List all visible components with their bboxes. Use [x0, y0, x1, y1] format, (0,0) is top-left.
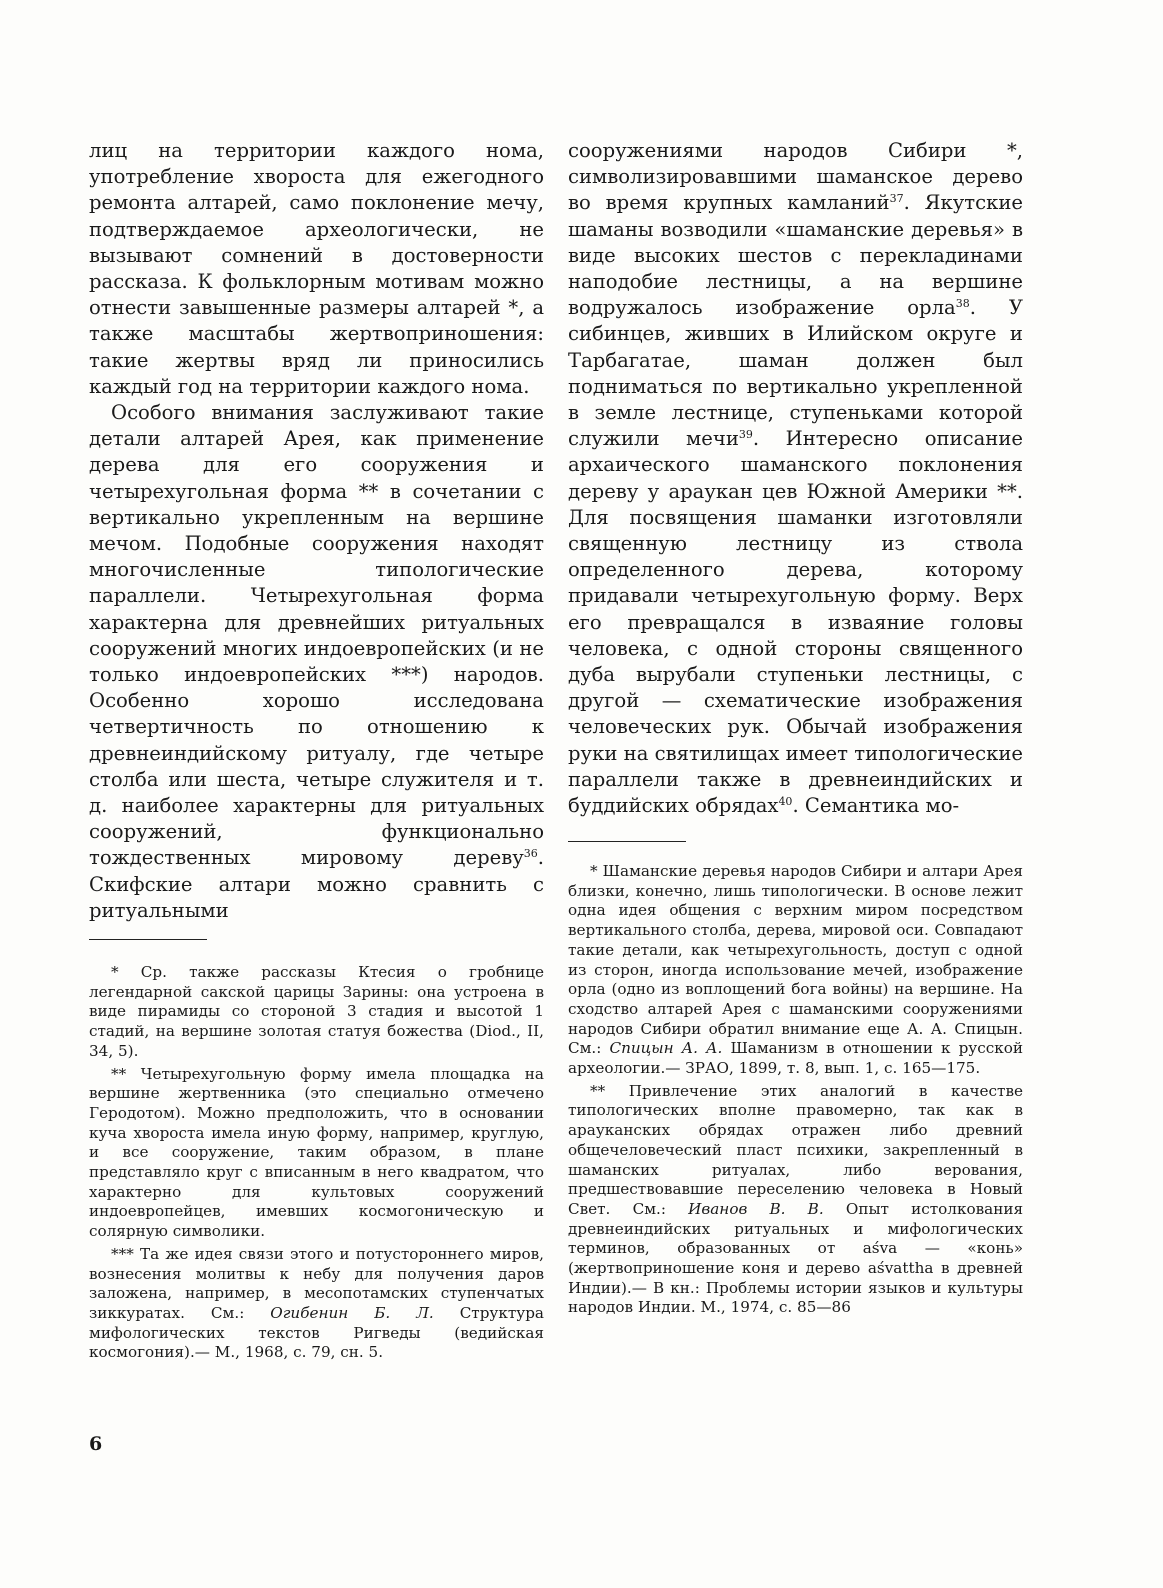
left-paragraph-2 [89, 400, 544, 924]
right-paragraph-1 [568, 138, 1023, 819]
footnote-5-text: ** Привлечение этих аналогий в качестве типологических вполне правомерно, так как в арауканских обрядах отражен либо древний общечеловеческий пласт психики, закрепленный в шаманских ритуалах, либо верования, предшествовавшие переселению человека в Новый Свет. См.: [568, 1081, 1023, 1218]
right-footnotes [568, 862, 1023, 1318]
footnote-4 [568, 862, 1023, 1079]
footnote-ref-37: 37 [889, 192, 904, 206]
left-main-text [89, 138, 544, 924]
footnote-ref-39: 39 [738, 428, 753, 442]
footnote-3-text: *** Та же идея связи этого и потустороннего миров, вознесения молитвы к небу для получения даров заложена, например, в месопотамских ступенчатых зиккуратах. См.: [89, 1244, 544, 1322]
right-footnote-rule [568, 841, 686, 842]
left-footnotes [89, 963, 544, 1363]
right-text-b: . Якутские шаманы возводили «шаманские деревья» в виде высоких шестов с перекладинами наподобие лестницы, а на вершине водружалось изображение орла [568, 191, 1023, 320]
footnote-5-author: Иванов В. В. [688, 1199, 824, 1218]
left-paragraph-2-tail: . Скифские алтари можно сравнить с ритуальными [89, 846, 544, 922]
footnote-ref-38: 38 [955, 297, 970, 311]
footnote-ref-36: 36 [523, 847, 538, 861]
right-text-d: . Интересно описание архаического шаманского поклонения дереву у араукан цев Южной Америки **. Для посвящения шаманки изготовляли священную лестницу из ствола определенного дерева, которому придавали четырехугольную форму. Верх его превращался в изваяние головы человека, с одной стороны священного дуба вырубали ступеньки лестницы, с другой — схематические изображения человеческих рук. Обычай изображения руки на святилищах имеет типологические параллели также в древнеиндийских и буддийских обрядах [568, 427, 1023, 818]
footnote-5 [568, 1082, 1023, 1318]
footnote-4-author: Спицын А. А. [609, 1039, 723, 1058]
footnote-ref-40: 40 [778, 795, 793, 809]
left-paragraph-2-text: Особого внимания заслуживают такие детали алтарей Арея, как применение дерева для его сооружения и четырехугольная форма ** в сочетании с вертикально укрепленным на вершине мечом. Подобные сооружения находят многочисленные типологические параллели. Четырехугольная форма характерна для древнейших ритуальных сооружений многих индоевропейских (и не только индоевропейских ***) народов. Особенно хорошо исследована четвертичность по отношению к древнеиндийскому ритуалу, где четыре столба или шеста, четыре служителя и т. д. наиболее характерны для ритуальных сооружений, функционально тождественных мировому дереву [89, 401, 544, 870]
footnote-3-tail: Структура мифологических текстов Ригведы (ведийская космогония).— М., 1968, с. 79, сн. 5. [89, 1303, 544, 1362]
footnote-2: ** Четырехугольную форму имела площадка на вершине жертвенника (это специально отмечено Геродотом). Можно предположить, что в основании куча хвороста имела иную форму, например, круглую, и все сооружение, таким образом, в плане представляло круг с вписанным в него квадратом, что характерно для культовых сооружений индоевропейцев, имевших космогоническую и солярную символики. [89, 1064, 544, 1241]
right-text-a: сооружениями народов Сибири *, символизировавшими шаманское дерево во время крупных камланий [568, 139, 1023, 215]
left-paragraph-1: лиц на территории каждого нома, употребление хвороста для ежегодного ремонта алтарей, само поклонение мечу, подтверждаемое археологически, не вызывают сомнений в достоверности рассказа. К фольклорным мотивам можно отнести завышенные размеры алтарей *, а также масштабы жертвоприношения: такие жертвы вряд ли приносились каждый год на территории каждого нома. [89, 139, 544, 398]
left-footnote-rule [89, 939, 207, 940]
right-text-e: . Семантика мо- [792, 794, 960, 818]
right-main-text [568, 138, 1023, 819]
footnote-4-tail: Шаманизм в отношении к русской археологии.— ЗРАО, 1899, т. 8, вып. 1, с. 165—175. [568, 1039, 1024, 1078]
page-number: 6 [89, 1433, 103, 1455]
footnote-3 [89, 1245, 544, 1363]
footnote-4-text: * Шаманские деревья народов Сибири и алтари Арея близки, конечно, лишь типологически. В основе лежит одна идея общения с верхним миром посредством вертикального столба, дерева, мировой оси. Совпадают такие детали, как четырехугольность, доступ с одной из сторон, иногда использование мечей, изображение орла (одно из воплощений бога войны) на вершине. На сходство алтарей Арея с шаманскими сооружениями народов Сибири обратил внимание еще А. А. Спицын. См.: [568, 862, 1023, 1058]
right-text-c: . У сибинцев, живших в Илийском округе и Тарбагатае, шаман должен был подниматься по вертикально укрепленной в земле лестнице, ступеньками которой служили мечи [568, 296, 1023, 451]
footnote-5-tail: Опыт истолкования древнеиндийских ритуальных и мифологических терминов, образованных от aśva — «конь» (жертвоприношение коня и дерево aśvattha в древней Индии).— В кн.: Проблемы истории языков и культуры народов Индии. М., 1974, с. 85—86 [568, 1199, 1024, 1317]
footnote-3-author: Огибенин Б. Л. [270, 1303, 434, 1322]
footnote-1: * Ср. также рассказы Ктесия о гробнице легендарной сакской царицы Зарины: она устроена в виде пирамиды со стороной 3 стадия и высотой 1 стадий, на вершине золотая статуя божества (Diod., II, 34, 5). [89, 963, 544, 1060]
